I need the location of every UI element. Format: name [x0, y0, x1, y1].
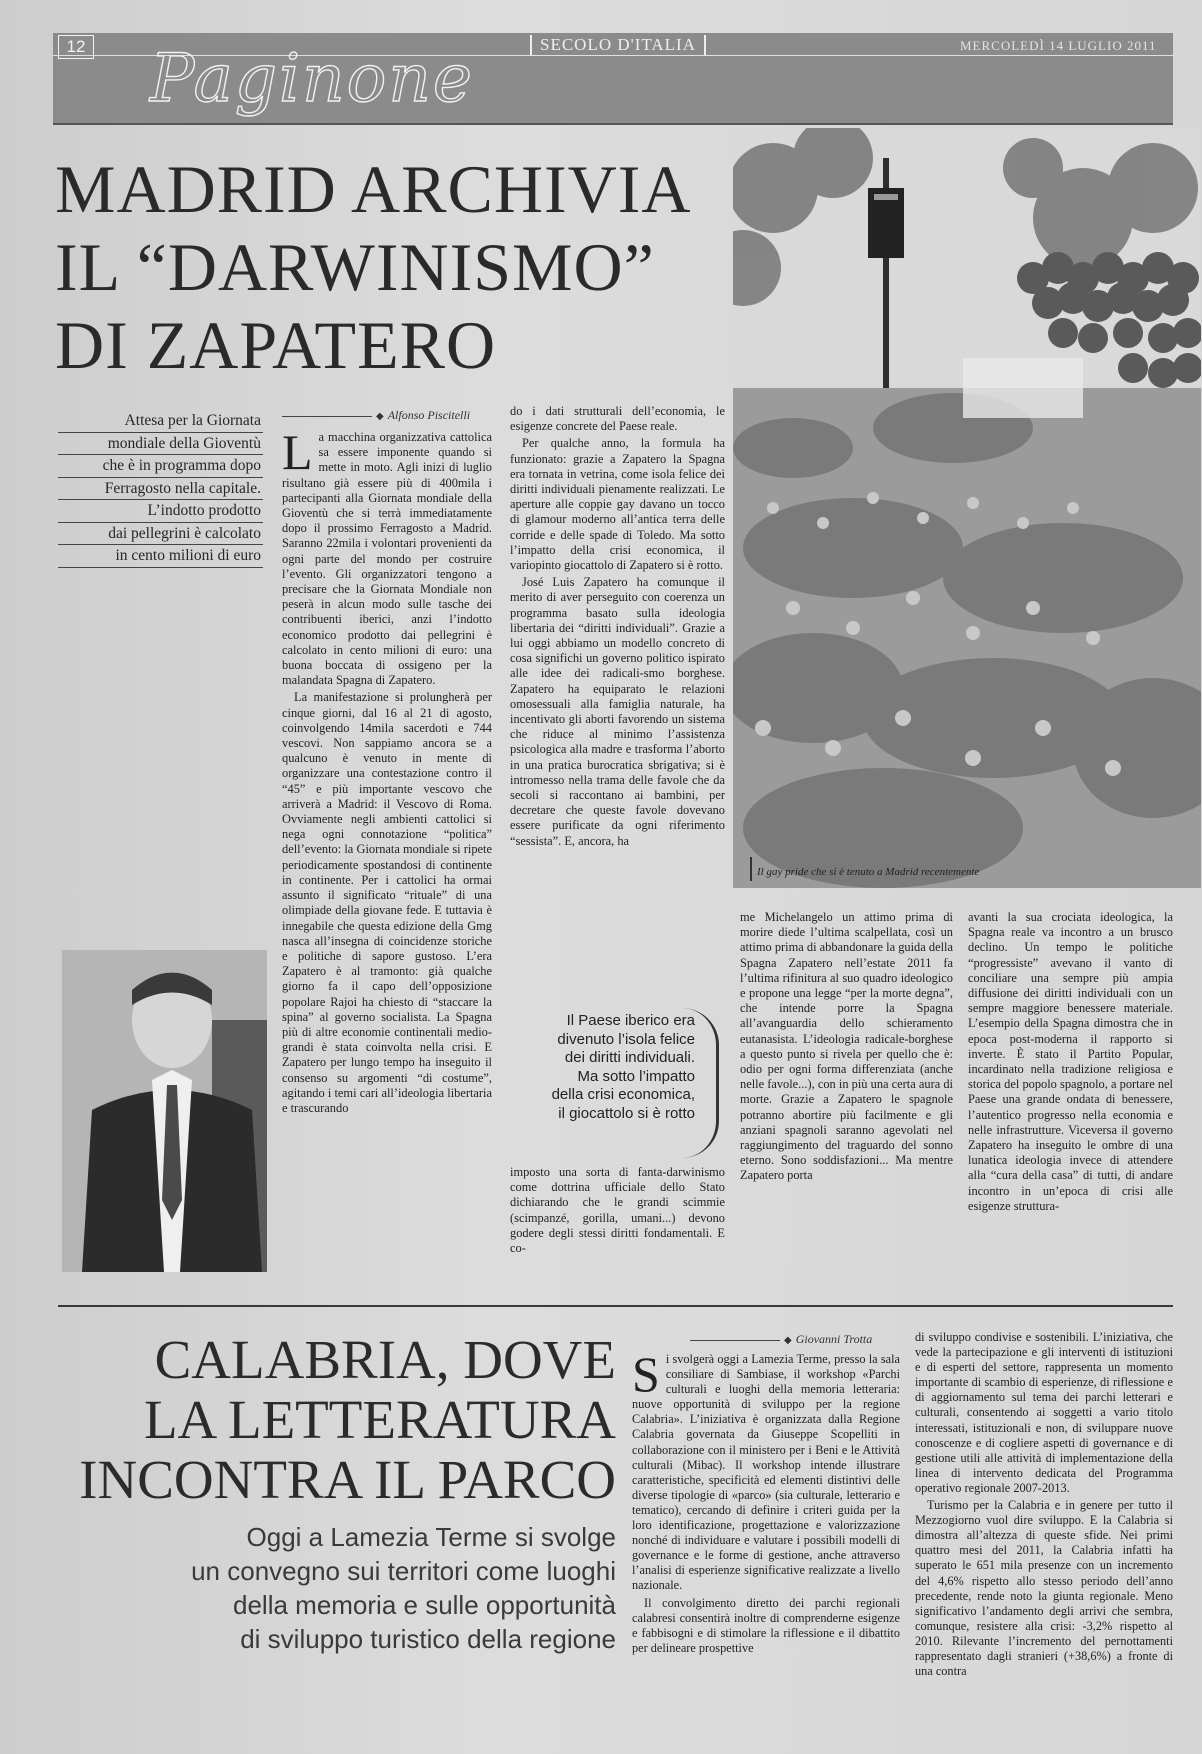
- paragraph: [632, 1352, 900, 1594]
- author-name: Giovanni Trotta: [795, 1332, 873, 1346]
- section-title: Paginone: [150, 40, 474, 117]
- article-column-4: [968, 910, 1173, 1270]
- deck-line: che è in programma dopo: [58, 455, 263, 478]
- headline-line: MADRID ARCHIVIA: [55, 151, 692, 227]
- paragraph-text: a macchina organizzativa cattolica sa essere imponente quando si mette in moto. Agli inizi di luglio risultano già essere più di 400mila i partecipanti alla Giornata mondiale della Gioventù che si terrà immediatamente dopo il prossimo Ferragosto a Madrid. Saranno 22mila i volontari provenienti da ogni parte del mondo per costruire l’evento. Gli organizzatori tengono a precisare che la Giornata Mondiale non peserà in alcun modo sulle tasche dei contribuenti iberici, anzi l’indotto economico prodotto dai pellegrini è calcolato in cento milioni di euro: una buona boccata di ossigeno per la malandata Spagna di Zapatero.: [282, 430, 492, 688]
- article-column-2: [510, 404, 725, 1002]
- gay-pride-photo: [733, 128, 1201, 888]
- diamond-icon: ◆: [784, 1335, 792, 1346]
- story-deck: [58, 410, 263, 568]
- deck-line: Attesa per la Giornata: [58, 410, 263, 433]
- portrait-illustration: [62, 950, 267, 1272]
- article-column-1: [282, 430, 492, 1270]
- crowd-illustration: [733, 128, 1201, 888]
- diamond-icon: ◆: [376, 411, 384, 422]
- byline-rule: [282, 416, 372, 417]
- paragraph: Il convolgimento diretto dei parchi regionali calabresi consentirà inoltre di comprenderne esigenze e fabbisogni e di stimolare la riflessione e il dibattito per delineare prospettive: [632, 1595, 900, 1655]
- paragraph: imposto una sorta di fanta-darwinismo come dottrina ufficiale dello Stato dichiarando che le grandi scimmie (scimpanzé, gorilla, umani...) devono godere degli stessi diritti fondamentali. E co-: [510, 1165, 725, 1256]
- pull-quote: [505, 1012, 695, 1123]
- deck-line: un convegno sui territori come luoghi: [191, 1556, 616, 1586]
- paragraph-text: i svolgerà oggi a Lamezia Terme, presso la sala consiliare di Sambiase, il workshop «Parchi culturali e luoghi della memoria letteraria: nuove opportunità di sviluppo per la regione Calabria». L’iniziativa è organizzata dalla Regione Calabria governata da Giuseppe Scopelliti in collaborazione con il ministero per i Beni e le Attività culturali (Mibac). Il workshop intende illustrare caratteristiche, specificità ed elementi distintivi delle diverse tipologie di «parco» (sia culturale, letterario e tematico), cercando di definire i criteri guida per la loro identificazione, progettazione e valorizzazione nonché di individuare e valutare i possibili modelli di governance e le forme di gestione, anche attraverso l’analisi di esperienze significative realizzate a livello nazionale.: [632, 1352, 900, 1593]
- headline-line: DI ZAPATERO: [55, 307, 497, 383]
- paragraph: avanti la sua crociata ideologica, la Spagna reale va incontro a un brusco declino. Un tempo le politiche “progressiste” avevano il vanto di conciliare una sempre più ampia diffusione dei diritti individuali con un sempre maggiore benessere materiale. L’esempio della Spagna dimostra che in epoca post-moderna il rapporto si inverte. È stato il Partito Popular, incardinato nella tradizione religiosa e storica del popolo spagnolo, a portare nel Paese una grande ondata di benessere, l’autentico progresso nella economia e nelle infrastrutture. Viceversa il governo Zapatero ha inseguito le ombre di una lunatica ideologia invece di attendere alla “cura della casa” di tutti, di andare incontro in un’epoca di crisi alle esigenze struttura-: [968, 910, 1173, 1213]
- pullquote-line: divenuto l’isola felice: [557, 1030, 695, 1048]
- caption-rule: [750, 857, 752, 881]
- paragraph: Turismo per la Calabria e in genere per tutto il Mezzogiorno vuol dire sviluppo. E la Calabria si dimostra all’altezza di queste sfide. Nei primi quattro mesi del 2011, la Calabria infatti ha superato le 651 mila presenze con un incremento del 4,6% rispetto allo stesso periodo dell’anno precedente, rende noto la giunta regionale. Meno significativo l’andamento degli arrivi che sembra, comunque, resistere alla crisi: -3,2% rispetto al 2010. Rilevante l’incremento del pernottamenti rappresentato dagli stranieri (+38,6%) a fronte di una contra: [915, 1498, 1173, 1679]
- headline-line: INCONTRA IL PARCO: [79, 1449, 616, 1510]
- deck-line: Oggi a Lamezia Terme si svolge: [246, 1522, 616, 1552]
- author-name: Alfonso Piscitelli: [387, 408, 471, 422]
- pullquote-line: Il Paese iberico era: [566, 1012, 695, 1029]
- issue-date: MERCOLEDÌ 14 LUGLIO 2011: [960, 38, 1157, 53]
- paragraph: La manifestazione si prolungherà per cinque giorni, dal 16 al 21 di agosto, coinvolgendo 14mila sacerdoti e 744 vescovi. Non sappiamo ancora se a qualcuno è venuto in mente di organizzare una contestazione contro il “45” e più importante vescovo che arriverà a Madrid: il Vescovo di Roma. Ovviamente negli ambienti cattolici si nega ogni connotazione “politica” dell’evento: la Giornata mondiale si ripete periodicamente spostandosi di continente in continente. Per i cattolici ha ormai assunto il significato “rituale” di una olimpiade della giovane fede. E tuttavia è innegabile che questa edizione della Gmg nasca all’insegna di coincidenze storiche e politiche di sapore gustoso. L’era Zapatero è al tramonto: già qualche giorno fa il capo dell’opposizione popolare Rajoi ha chiesto di “staccare la spina” al governo socialista. La Spagna più di altre economie continentali medio-grandi è stata coinvolta nella crisi. E Zapatero per lungo tempo ha inseguito il consenso su argomenti “di costume”, agitando i temi cari all’ideologia libertaria e trascurando: [282, 690, 492, 1115]
- headline-line: IL “DARWINISMO”: [55, 229, 655, 305]
- zapatero-portrait: [62, 950, 267, 1272]
- deck-line: L’indotto prodotto: [58, 500, 263, 523]
- paragraph: [282, 430, 492, 688]
- article-column-2-continued: [510, 1165, 725, 1270]
- pullquote-line: della crisi economica,: [551, 1086, 695, 1103]
- main-headline: [55, 150, 735, 384]
- paragraph: Per qualche anno, la formula ha funzionato: grazie a Zapatero la Spagna era tornata in vetrina, come isola felice dei diritti individuali pienamente realizzati. Le aperture alle coppie gay davano un tocco di glamour moderno all’antica terra delle corride e delle spade di Toledo. Ma sotto l’impatto della crisi economica, il variopinto giocattolo di Zapatero si è rotto.: [510, 436, 725, 573]
- paragraph: me Michelangelo un attimo prima di morire diede l’ultima scalpellata, così un attimo prima di abbandonare la guida della Spagna Zapatero nell’estate 2011 fa l’ultima rifinitura al suo quadro ideologico e propone una legge “per la morte degna”, che intende porre la Spagna all’avanguardia dello schieramento eutanasista. L’ideologia radicale-borghese a questo punto si rivela per quello che è: odio per ogni forma differenziata (anche nelle favole...), con in più una certa aura di morte. Grazie a Zapatero le spagnole potranno abortire più facilmente e gli anziani spagnoli saranno agevolati nel raggiungimento del traguardo del sonno eterno. Sono soddisfazioni... Ma mentre Zapatero porta: [740, 910, 953, 1183]
- deck-line: dai pellegrini è calcolato: [58, 523, 263, 546]
- drop-cap: S: [632, 1352, 660, 1402]
- paragraph: do i dati strutturali dell’economia, le esigenze concrete del Paese reale.: [510, 404, 725, 434]
- deck-line: della memoria e sulle opportunità: [233, 1590, 616, 1620]
- byline-2: [690, 1332, 872, 1347]
- pullquote-line: Ma sotto l’impatto: [577, 1067, 695, 1085]
- story-divider: [58, 1305, 1173, 1307]
- paragraph: di sviluppo condivise e sostenibili. L’iniziativa, che vede la partecipazione e gli interventi di istituzioni e di esperti del settore, rappresenta un momento importante di scambio di esperienze, di riflessione e di aggiornamento sul tema dei parchi letterari e culturali, consentendo ai soggetti a vario titolo interessati, istituzionali e non, di sviluppare nuove conoscenze e di cogliere aspetti di governance e di gestione utili alle attività di implementazione della linea di intervento dedicata del Programma operativo regionale 2007-2013.: [915, 1330, 1173, 1495]
- pullquote-line: il giocattolo si è rotto: [558, 1104, 695, 1122]
- article-column-3: [740, 910, 953, 1270]
- newspaper-name: SECOLO D'ITALIA: [530, 35, 706, 55]
- photo-caption: Il gay pride che si è tenuto a Madrid recentemente: [757, 866, 980, 878]
- pullquote-line: dei diritti individuali.: [564, 1049, 695, 1066]
- second-headline: [60, 1330, 616, 1510]
- article2-column-1: [632, 1352, 900, 1747]
- deck-line: in cento milioni di euro: [58, 545, 263, 568]
- byline-rule: [690, 1340, 780, 1341]
- paragraph: José Luis Zapatero ha comunque il merito di aver perseguito con coerenza un programma basato sulla ideologia libertaria dei “diritti individuali”. Grazie a lui oggi abbiamo un modello concreto di cosa significhi un governo politico ispirato alle idee dei radicali-smo borghese. Zapatero ha equiparato le relazioni omosessuali alla famiglia naturale, ha incentivato gli aborti favorendo un sistema che riduce al minimo l’assistenza psicologica alla madre e trasforma l’aborto in una pratica burocratica sbrigativa; si è intromesso nella trama delle favole che da secoli si raccontano ai bambini, per decretare che queste favole dovevano essere purificate da ogni riferimento “sessista”. E, ancora, ha: [510, 575, 725, 848]
- headline-line: CALABRIA, DOVE: [154, 1329, 616, 1390]
- page-number: 12: [58, 35, 94, 59]
- deck-line: Ferragosto nella capitale.: [58, 478, 263, 501]
- deck-line: di sviluppo turistico della regione: [240, 1624, 616, 1654]
- article2-column-2: [915, 1330, 1173, 1747]
- byline: [282, 408, 470, 423]
- headline-line: LA LETTERATURA: [143, 1389, 616, 1450]
- deck-line: mondiale della Gioventù: [58, 433, 263, 456]
- drop-cap: L: [282, 430, 313, 480]
- second-deck: [60, 1520, 616, 1656]
